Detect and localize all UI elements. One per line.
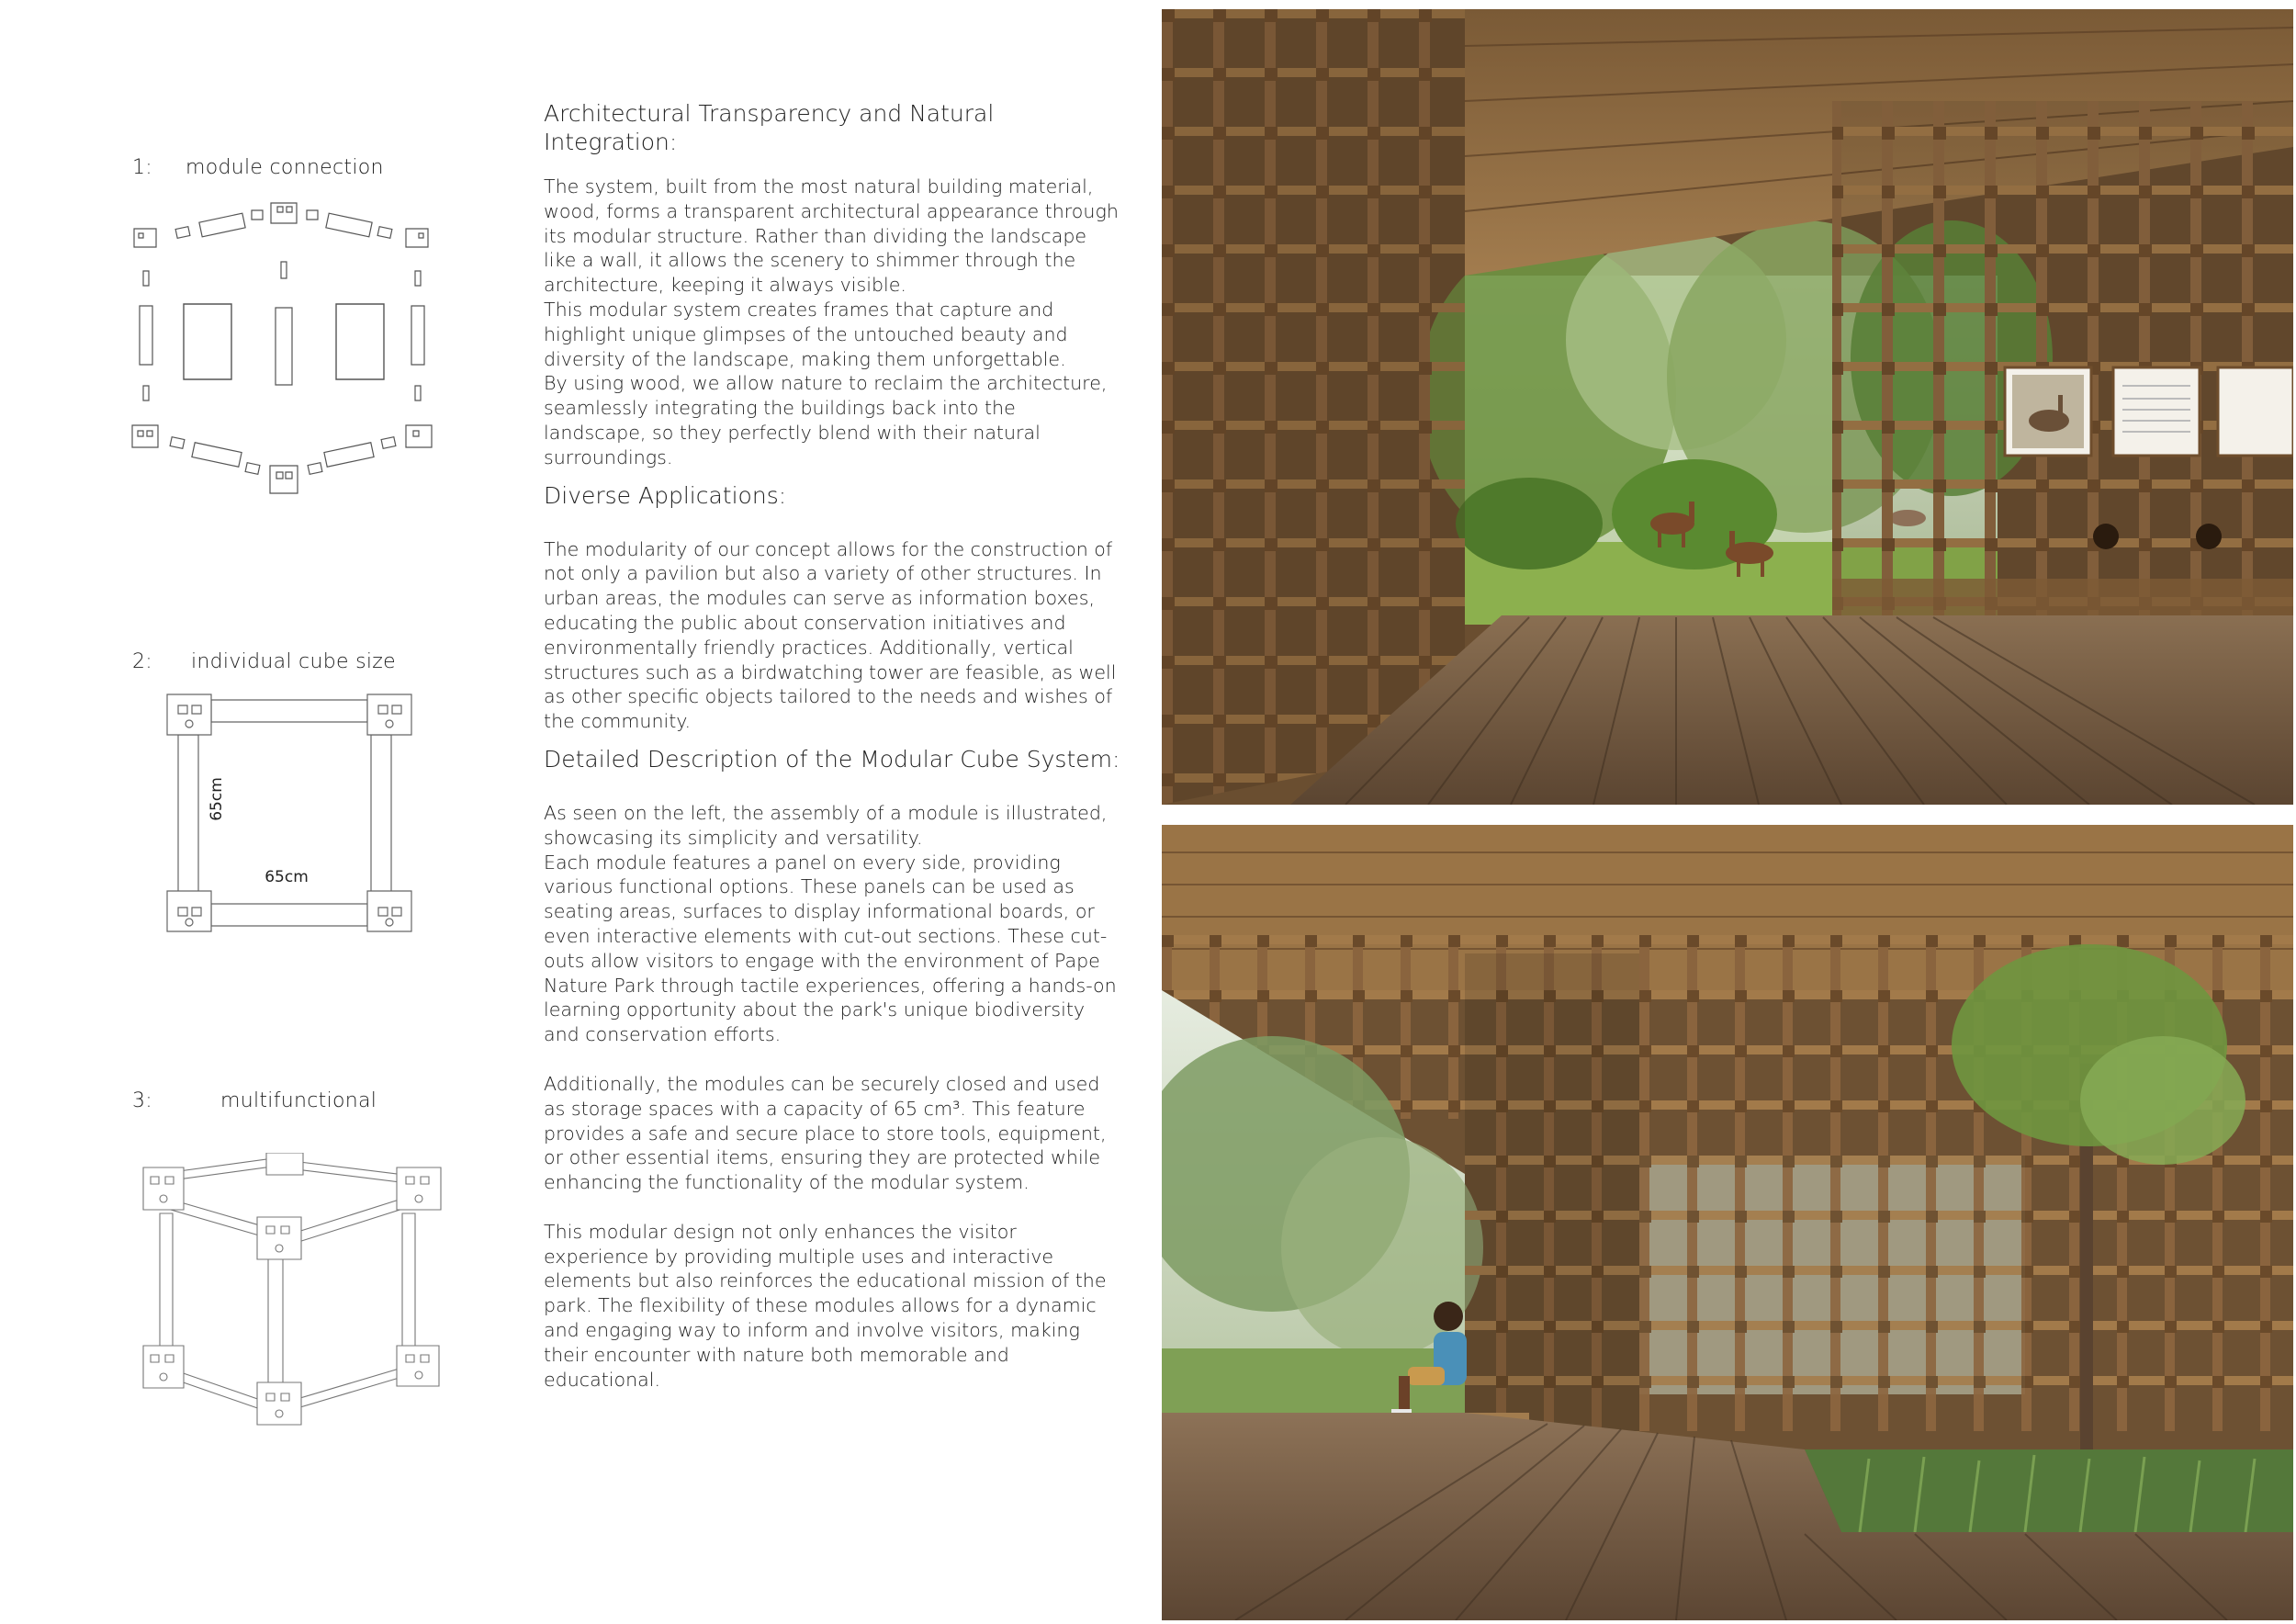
diagram-2-title: individual cube size	[191, 650, 396, 673]
diagram-2-number: 2:	[132, 650, 153, 673]
diagram-2-label	[132, 650, 396, 673]
pavilion-render-bottom	[1162, 825, 2293, 1620]
module-connection-diagram	[129, 197, 441, 501]
vertical-dimension: 65cm	[208, 777, 226, 821]
description-text-column	[544, 99, 1122, 1392]
cube-system-paragraph-1: As seen on the left, the assembly of a module is illustrated, showcasing its simplicity and versatility.	[544, 801, 1108, 849]
cube-frame	[143, 1153, 441, 1425]
multifunctional-cube-diagram	[138, 1153, 450, 1428]
applications-paragraph: The modularity of our concept allows for the construction of not only a pavilion but also a variety of other structures. In urban areas, the modules can serve as information boxes, educating the public about conservation initiatives and environmentally friendly practices. Additionally, vertical structures such as a birdwatching tower are feasible, as well as other specific objects tailored to the needs and wishes of the community.	[544, 537, 1117, 733]
cube-size-diagram	[163, 691, 421, 943]
horizontal-dimension: 65cm	[264, 868, 309, 886]
cube-system-paragraph-2: Each module features a panel on every side, providing various functional options. These panels can be used as seating areas, surfaces to display informational boards, or even interactive elements with cut-out sections. These cut-outs allow visitors to engage with the environment of Pape Nature Park through tactile experiences, offering a hands-on learning opportunity about the park's unique biodiversity and conservation efforts.	[544, 851, 1117, 1046]
bottom-beam	[211, 904, 367, 926]
diagram-1-number: 1:	[132, 156, 153, 179]
cube-system-paragraph-3: Additionally, the modules can be securely closed and used as storage spaces with a capacity of 65 cm³. This feature provides a safe and secure place to store tools, equipment, or other essential items, ensuring they are protected while enhancing the functionality of the modular system.	[544, 1072, 1107, 1194]
top-connector-row	[134, 203, 428, 247]
diagram-1-title: module connection	[186, 156, 384, 179]
right-post	[371, 735, 391, 898]
section-heading-applications: Diverse Applications:	[544, 481, 787, 509]
bottom-connector-row	[132, 425, 432, 493]
section-heading-cube-system: Detailed Description of the Modular Cube System:	[544, 745, 1120, 773]
left-post	[178, 735, 198, 898]
pavilion-render-top	[1162, 9, 2293, 805]
section-heading-transparency: Architectural Transparency and Natural Integration:	[544, 100, 995, 155]
transparency-paragraph-1: The system, built from the most natural building material, wood, forms a transparent architectural appearance through its modular structure. Rather than dividing the landscape like a wall, it allows the scenery to shimmer through the architecture, keeping it always visible.	[544, 175, 1119, 297]
posts-and-panels	[140, 304, 424, 385]
diagram-3-number: 3:	[132, 1089, 153, 1112]
top-beam	[211, 700, 367, 722]
transparency-paragraph-3: By using wood, we allow nature to reclaim the architecture, seamlessly integrating the buildings back into the landscape, so they perfectly blend with their natural surroundings.	[544, 372, 1108, 468]
diagram-3-title: multifunctional	[220, 1089, 377, 1112]
transparency-paragraph-2: This modular system creates frames that capture and highlight unique glimpses of the untouched beauty and diversity of the landscape, making them unforgettable.	[544, 298, 1068, 370]
cube-system-paragraph-4: This modular design not only enhances the visitor experience by providing multiple uses and interactive elements but also reinforces the educational mission of the park. The flexibility of these modules allows for a dynamic and engaging way to inform and involve visitors, making their encounter with nature both memorable and educational.	[544, 1220, 1107, 1391]
diagram-1-label	[132, 156, 384, 179]
diagram-3-label	[132, 1089, 377, 1112]
